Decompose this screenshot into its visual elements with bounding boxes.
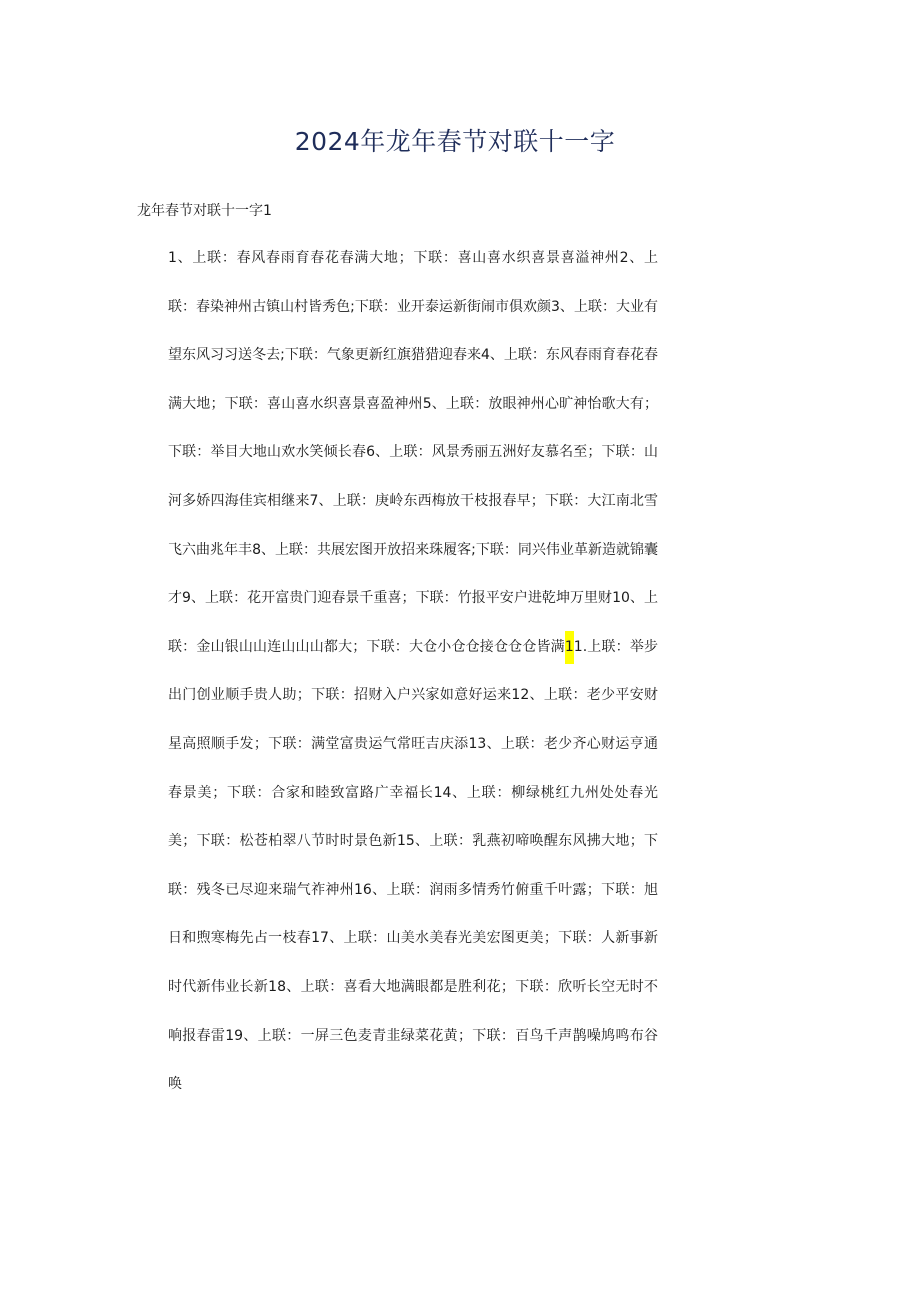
- paragraph-text-after-highlight: 1.上联：举步出门创业顺手贵人助；下联：招财入户兴家如意好运来12、上联：老少平安财星高照顺手发；下联：满堂富贵运气常旺吉庆添13、上联：老少齐心财运亨通春景美；下联：合家和睦致富路广幸福长14、上联：柳绿桃红九州处处春光美；下联：松苍柏翠八节时时景色新15、上联：乳燕初啼唤醒东风拂大地；下联：残冬已尽迎来瑞气祚神州16、上联：润雨多情秀竹俯重千叶露；下联：旭日和煦寒梅先占一枝春17、上联：山美水美春光美宏图更美；下联：人新事新时代新伟业长新18、上联：喜看大地满眼都是胜利花；下联：欣听长空无时不响报春雷19、上联：一屏三色麦青韭绿菜花黄；下联：百鸟千声鹊噪鸠鸣布谷唤: [168, 638, 659, 1093]
- document-title: 2024年龙年春节对联十一字: [294, 127, 616, 156]
- highlighted-text: 1: [565, 631, 574, 664]
- paragraph-text-before-highlight: 1、上联：春风春雨育春花春满大地；下联：喜山喜水织喜景喜溢神州2、上联：春染神州古镇山村皆秀色;下联：业开泰运新街闹市俱欢颜3、上联：大业有望东风习习送冬去;下联：气象更新红旗猎猎迎春来4、上联：东风春雨育春花春满大地；下联：喜山喜水织喜景喜盈神州5、上联：放眼神州心旷神怡歌大有；下联：举目大地山欢水笑倾长春6、上联：风景秀丽五洲好友慕名至；下联：山河多娇四海佳宾相继来7、上联：庚岭东西梅放干枝报春早；下联：大江南北雪飞六曲兆年丰8、上联：共展宏图开放招来珠履客;下联：同兴伟业革新造就锦囊才9、上联：花开富贵门迎春景千重喜；下联：竹报平安户进乾坤万里财10、上联：金山银山山连山山山都大；下联：大仓小仓仓接仓仓仓皆满: [168, 250, 658, 655]
- couplet-paragraph: [168, 234, 658, 1109]
- section-heading: 龙年春节对联十一字1: [137, 203, 272, 219]
